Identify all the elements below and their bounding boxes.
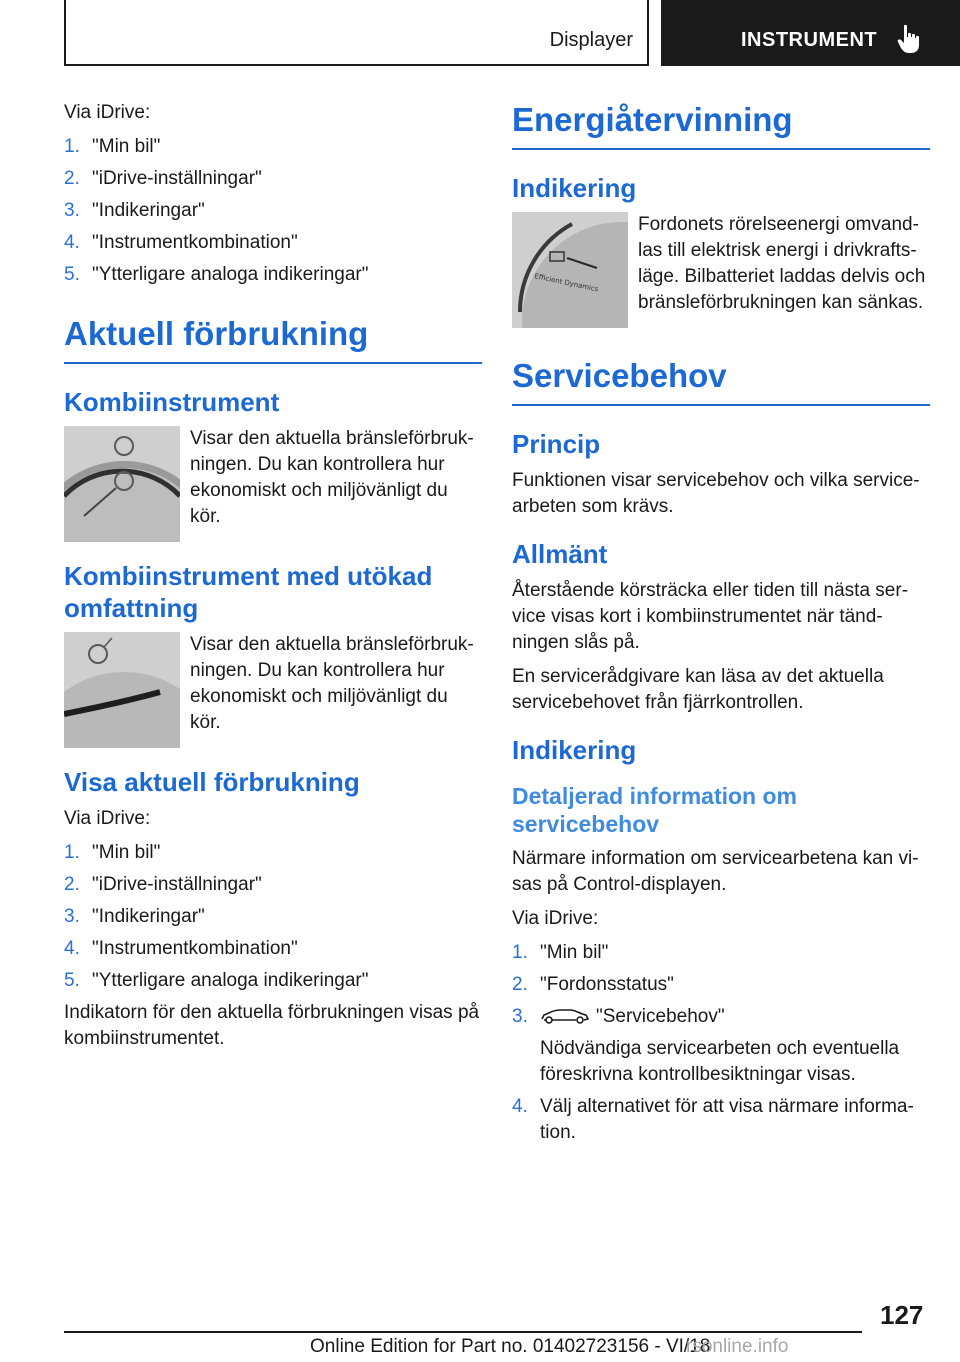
efficient-dynamics-label: Efficient Dynamics (533, 272, 600, 294)
via-idrive-label-2: Via iDrive: (64, 808, 151, 829)
list-item: 5. "Ytterligare analoga indikeringar" (64, 264, 369, 285)
section-title-consumption: Aktuell förbrukning (64, 314, 482, 364)
via-idrive-label: Via iDrive: (64, 102, 151, 123)
heading-energy-indication: Indikering (512, 173, 637, 203)
chapter-tab (661, 0, 960, 66)
kombi-description: Visar den aktuella bränsleförbrukningen. Du kan kontrollera hur ekonomiskt och miljövänligt du kör. (190, 428, 474, 527)
general-text-2: En servicerådgivare kan läsa av det aktuella servicebehovet från fjärrkontrollen. (512, 666, 884, 713)
detail-text: Närmare information om servicearbetena kan visas på Control-displayen. (512, 848, 919, 895)
edition-text: Online Edition for Part no. 01402723156 - VI/18 (310, 1336, 711, 1357)
heading-kombiinstrument: Kombiinstrument (64, 387, 280, 417)
steps-list-a (64, 134, 482, 288)
list-item: 1. "Min bil" (64, 842, 161, 863)
footer-divider (64, 1331, 862, 1333)
steps-list-b (64, 840, 482, 994)
section-tab-label: Displayer (549, 29, 633, 51)
section-title-service: Servicebehov (512, 356, 930, 406)
general-text-1: Återstående körsträcka eller tiden till nästa service visas kort i kombiinstrumentet när tändningen slås på. (512, 580, 909, 653)
energy-figure-row (512, 212, 930, 328)
pointing-hand-icon (897, 24, 923, 54)
page-header (0, 0, 960, 66)
energy-description: Fordonets rörelseenergi omvandlas till elektrisk energi i drivkraftsläge. Bilbatteriet laddas delvis och bränsleförbrukningen kan sänkas. (638, 214, 926, 313)
watermark-text: rsonline.info (686, 1336, 789, 1357)
section-title-energy: Energiåtervinning (512, 100, 930, 150)
closing-paragraph: Indikatorn för den aktuella förbrukningen visas på kombiinstrumentet. (64, 1002, 480, 1049)
heading-indication: Indikering (512, 735, 637, 765)
kombi-figure-row (64, 426, 482, 542)
kombi-ext-description: Visar den aktuella bränsleförbrukningen. Du kan kontrollera hur ekonomiskt och miljövänligt du kör. (190, 634, 474, 733)
gauge-image (64, 426, 180, 542)
heading-show-consumption: Visa aktuell förbrukning (64, 767, 360, 797)
list-item: 2. "iDrive-inställningar" (64, 874, 262, 895)
page-number: 127 (880, 1300, 924, 1330)
chapter-tab-label: INSTRUMENT (741, 29, 878, 51)
list-item: 3. "Servicebehov" Nödvändiga servicearbeten och eventuella föreskrivna kontrollbesiktningar visas. (512, 1006, 900, 1085)
via-idrive-label-3: Via iDrive: (512, 908, 599, 929)
energy-gauge-image (512, 212, 628, 328)
heading-detail-info: Detaljerad information om servicebehov (512, 783, 797, 837)
left-column (64, 100, 482, 1052)
car-icon (540, 1007, 590, 1025)
list-item: 4. Välj alternativet för att visa närmare information. (512, 1096, 914, 1143)
steps-list-service (512, 940, 930, 1146)
heading-general: Allmänt (512, 539, 608, 569)
list-item: 3. "Indikeringar" (64, 906, 205, 927)
list-item: 3. "Indikeringar" (64, 200, 205, 221)
gauge-extended-image (64, 632, 180, 748)
right-column (512, 100, 930, 1152)
list-item: 1. "Min bil" (512, 942, 609, 963)
kombi-ext-figure-row (64, 632, 482, 748)
list-item: 4. "Instrumentkombination" (64, 938, 298, 959)
list-item: 2. "Fordonsstatus" (512, 974, 674, 995)
heading-principle: Princip (512, 429, 601, 459)
section-tab (64, 0, 649, 66)
principle-text: Funktionen visar servicebehov och vilka servicearbeten som krävs. (512, 470, 920, 517)
heading-kombi-extended: Kombiinstrument med utökad omfattning (64, 561, 433, 623)
list-item: 1. "Min bil" (64, 136, 161, 157)
list-item: 5. "Ytterligare analoga indikeringar" (64, 970, 369, 991)
list-item: 2. "iDrive-inställningar" (64, 168, 262, 189)
list-item: 4. "Instrumentkombination" (64, 232, 298, 253)
